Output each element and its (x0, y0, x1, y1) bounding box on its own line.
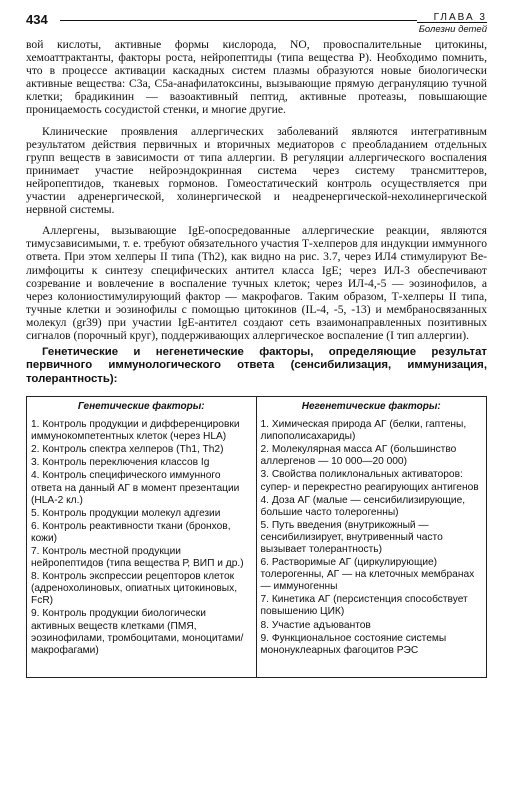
chapter-subtitle: Болезни детей (418, 24, 487, 35)
paragraph-2: Клинические проявления аллергических заболеваний являются интегративным результатом действия первичных и вторичных медиаторов с преобладанием отдельных групп веществ в зависимости от типа аллергии. В регуляции аллергического воспаления принимает участие нейроэндокринная система через систему трансмиттеров, нейропептидов, тканевых гормонов. Гомеостатический контроль осуществляется при участии адренергической, холинергической и неадренергической-нехолинергической нервной системы. (26, 124, 487, 217)
header-rule (60, 20, 417, 21)
genetic-factors-title: Генетические факторы: (77, 400, 205, 412)
nongenetic-factor-item: 9. Функциональное состояние системы мононуклеарных фагоцитов РЭС (260, 632, 447, 656)
paragraph-1: вой кислоты, активные формы кислорода, NO, провоспалительные цитокины, хемоаттрактанты, факторы роста, нейропептиды (типа вещества Р). Необходимо помнить, что в процессе активации каскадных систем плазмы образуются новые биологически активные вещества: C3a, C5a-анафилатоксины, вызывающие прямую дегрануляцию тучной клетки; брадикинин — вазоактивный пептид, активные протеазы, повышающие проницаемость сосудистой стенки, и многие другие. (26, 38, 487, 117)
chapter-rule (417, 22, 487, 23)
genetic-factors-column (27, 397, 257, 677)
nongenetic-factor-item: 3. Свойства поликлональных активаторов: супер- и перекрестно реагирующих антигенов (260, 469, 479, 493)
genetic-factor-item: 7. Контроль местной продукции нейропептидов (типа вещества Р, ВИП и др.) (31, 545, 244, 570)
page-number: 434 (26, 12, 48, 27)
genetic-factor-item: 2. Контроль спектра хелперов (Th1, Th2) (31, 444, 224, 456)
section-heading: Генетические и негенетические факторы, определяющие результат первичного иммунологического ответа (сенсибилизация, иммунизация, толерантность): (26, 346, 487, 385)
genetic-factor-item: 8. Контроль экспрессии рецепторов клеток (адренохолиновых, опиатных цитокиновых, FcR) (31, 571, 238, 607)
nongenetic-factor-item: 7. Кинетика АГ (персистенция способствует повышению ЦИК) (260, 594, 468, 618)
nongenetic-factor-item: 6. Растворимые АГ (циркулирующие) толерогенны, АГ — на клеточных мембранах — иммуногенны (260, 557, 475, 593)
genetic-factor-item: 9. Контроль продукции биологически активных веществ клетками (ПМЯ, эозинофилами, тромбоцитами, моноцитами/макрофагами) (31, 608, 244, 656)
factors-table (26, 396, 487, 678)
paragraph-3: Аллергены, вызывающие IgE-опосредованные аллергические реакции, являются тимусзависимыми, т. е. требуют обязательного участия Т-хелперов для индукции иммунного ответа. При этом хелперы II типа (Th2), как видно на рис. 3.7, через ИЛ4 стимулируют Ве-лимфоциты к синтезу специфических антител класса IgE; через ИЛ-3 обеспечивают созревание и вовлечение в воспаление тучных клеток; через ИЛ-4,-5 — эозинофилов, а через колониостимулирующий фактор — макрофагов. Таким образом, Т-хелперы II типа, тучные клетки и эозинофилы с помощью цитокинов (IL-4, -5, -13) и мембраносвязанных молекул (gr39) при участии IgE-антител создают сеть взаимонаправленных позитивных сигналов (порочный круг), поддерживающих аллергическое воспаление (I тип аллергии). (26, 224, 487, 342)
nongenetic-factor-item: 4. Доза АГ (малые — сенсибилизирующие, большие часто толерогенны) (260, 494, 466, 518)
genetic-factor-item: 1. Контроль продукции и дифференцировки иммунокомпетентных клеток (через HLA) (31, 419, 240, 443)
genetic-factor-item: 6. Контроль реактивности ткани (бронхов, кожи) (31, 520, 231, 544)
nongenetic-factors-column (257, 397, 487, 677)
chapter-label: ГЛАВА 3 (433, 12, 487, 23)
page-header (26, 10, 487, 36)
nongenetic-factor-item: 8. Участие адъювантов (260, 619, 371, 631)
nongenetic-factor-item: 5. Путь введения (внутрикожный — сенсибилизирует, внутривенный часто вызывает толерантность) (260, 519, 443, 555)
genetic-factor-item: 3. Контроль переключения классов Ig (31, 457, 210, 469)
genetic-factor-item: 5. Контроль продукции молекул адгезии (31, 507, 221, 519)
genetic-factor-item: 4. Контроль специфического иммунного ответа на данный АГ в момент презентации (HLA-2 кл.) (31, 470, 240, 506)
nongenetic-factors-title: Негенетические факторы: (301, 400, 441, 412)
nongenetic-factor-item: 2. Молекулярная масса АГ (большинство аллергенов — 10 000—20 000) (260, 444, 457, 468)
nongenetic-factor-item: 1. Химическая природа АГ (белки, гаптены, липополисахариды) (260, 419, 467, 443)
